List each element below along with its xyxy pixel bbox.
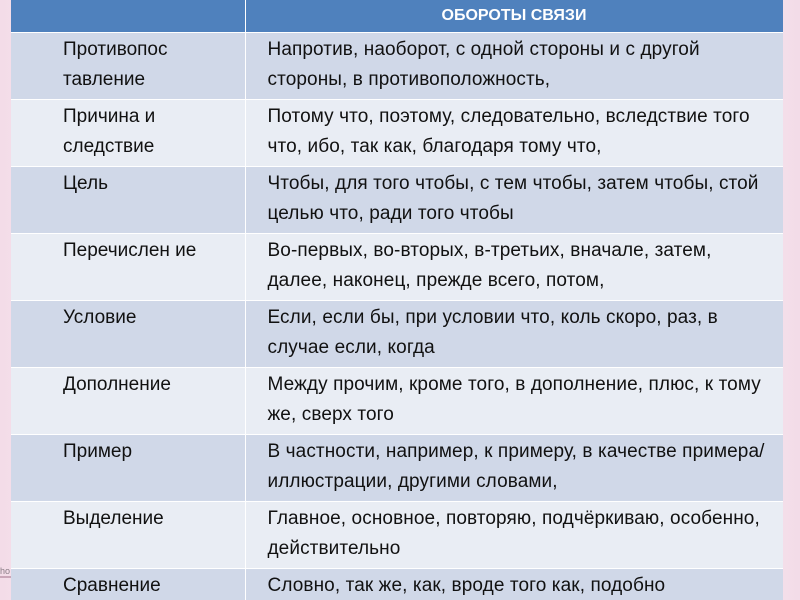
category-cell: Сравнение <box>11 569 245 600</box>
category-cell: Перечислен ие <box>11 234 245 301</box>
category-cell: Причина и следствие <box>11 100 245 167</box>
table-row <box>11 301 783 368</box>
category-cell: Пример <box>11 435 245 502</box>
connectives-table <box>11 0 783 600</box>
table-row <box>11 502 783 569</box>
phrases-cell: Главное, основное, повторяю, подчёркиваю, особенно, действительно <box>245 502 783 569</box>
table-row <box>11 569 783 600</box>
phrases-cell: В частности, например, к примеру, в качестве примера/иллюстрации, другими словами, <box>245 435 783 502</box>
table-row <box>11 33 783 100</box>
category-cell: Цель <box>11 167 245 234</box>
table-row <box>11 435 783 502</box>
footer-mark: ho <box>0 566 11 576</box>
category-cell: Условие <box>11 301 245 368</box>
category-cell: Дополнение <box>11 368 245 435</box>
phrases-cell: Напротив, наоборот, с одной стороны и с другой стороны, в противоположность, <box>245 33 783 100</box>
connectives-table-container <box>11 0 783 600</box>
table-header-row <box>11 0 783 33</box>
phrases-cell: Во-первых, во-вторых, в-третьих, вначале, затем, далее, наконец, прежде всего, потом, <box>245 234 783 301</box>
table-title: ОБОРОТЫ СВЯЗИ <box>245 0 783 33</box>
header-corner-cell <box>11 0 245 33</box>
phrases-cell: Потому что, поэтому, следовательно, вследствие того что, ибо, так как, благодаря тому что, <box>245 100 783 167</box>
category-cell: Выделение <box>11 502 245 569</box>
phrases-cell: Между прочим, кроме того, в дополнение, плюс, к тому же, сверх того <box>245 368 783 435</box>
table-row <box>11 368 783 435</box>
table-row <box>11 234 783 301</box>
phrases-cell: Словно, так же, как, вроде того как, подобно <box>245 569 783 600</box>
phrases-cell: Если, если бы, при условии что, коль скоро, раз, в случае если, когда <box>245 301 783 368</box>
table-row <box>11 100 783 167</box>
category-cell: Противопос тавление <box>11 33 245 100</box>
table-row <box>11 167 783 234</box>
phrases-cell: Чтобы, для того чтобы, с тем чтобы, затем чтобы, стой целью что, ради того чтобы <box>245 167 783 234</box>
table-body <box>11 33 783 600</box>
